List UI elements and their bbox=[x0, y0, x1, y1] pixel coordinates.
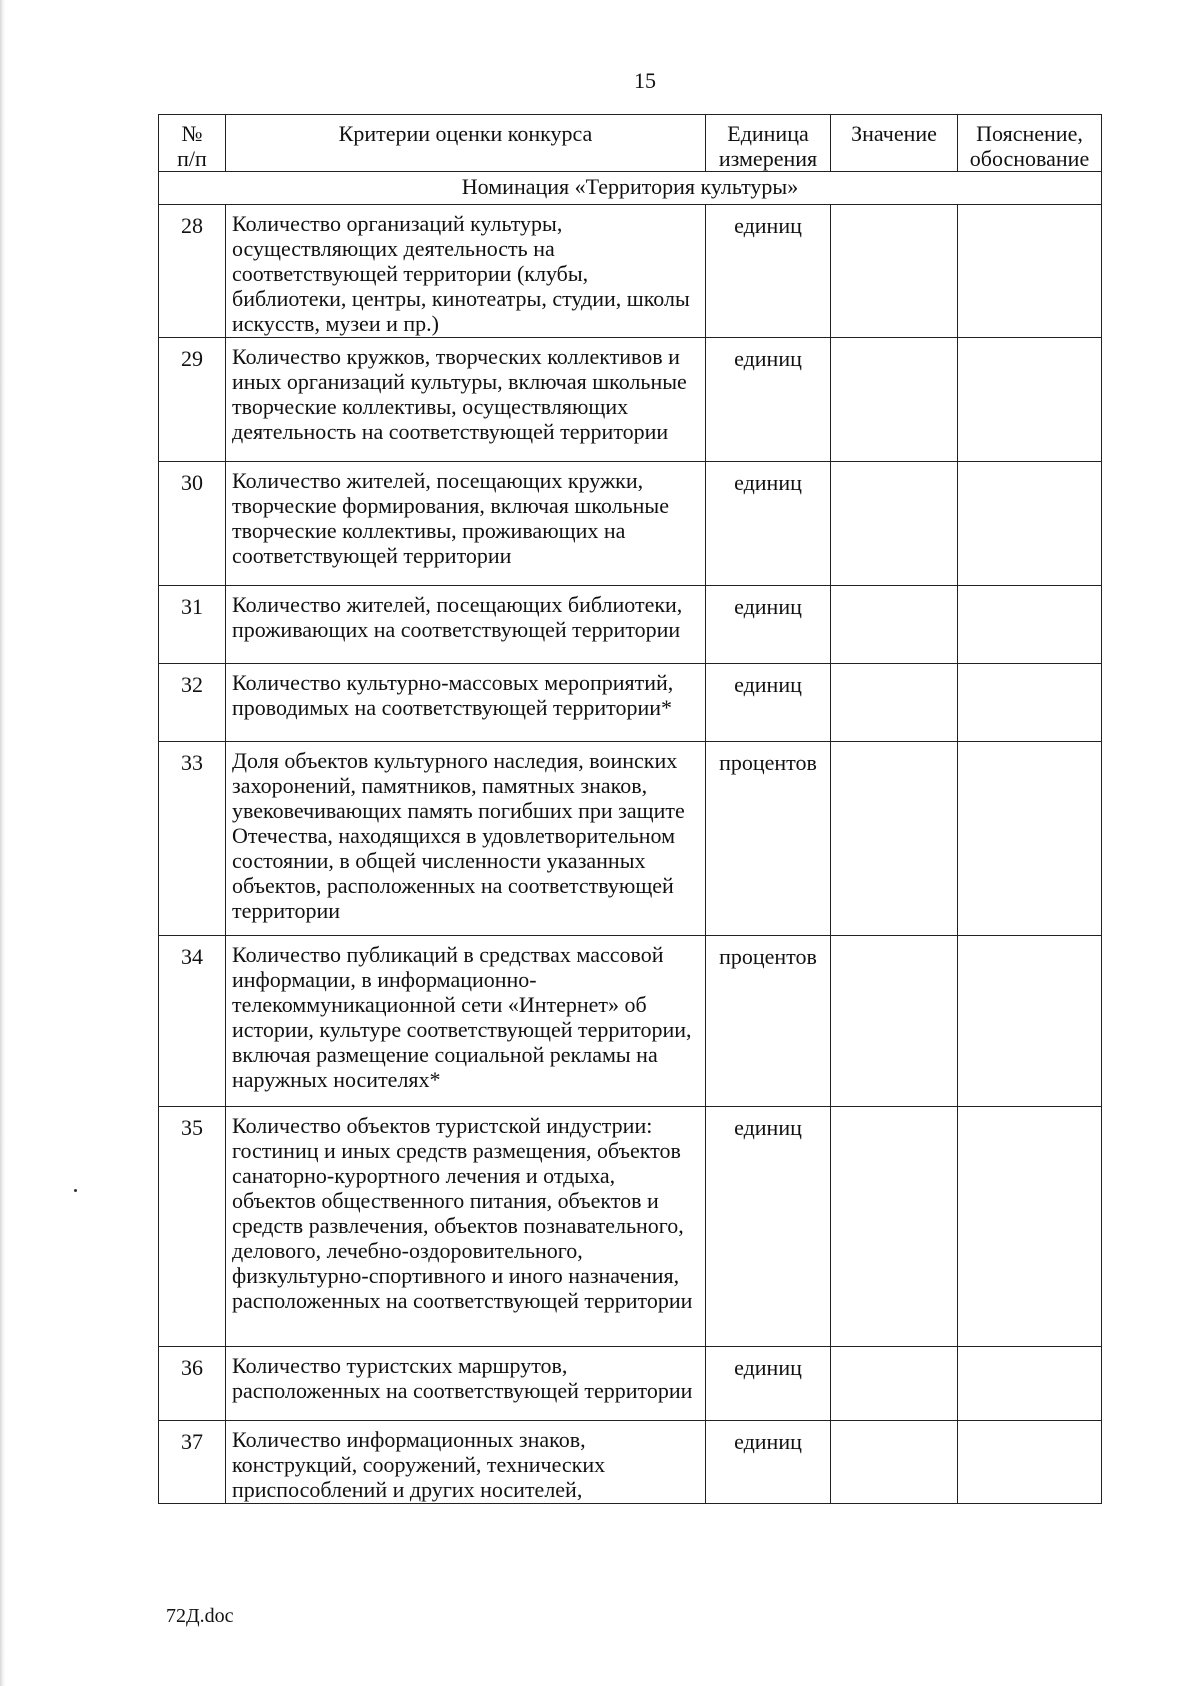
table-row bbox=[159, 462, 1102, 586]
row-explanation-cell bbox=[958, 205, 1102, 338]
row-criterion: Количество информационных знаков, конструкций, сооружений, технических приспособлений и других носителей, bbox=[226, 1421, 706, 1504]
row-criterion: Количество организаций культуры, осуществляющих деятельность на соответствующей территории (клубы, библиотеки, центры, кинотеатры, студии, школы искусств, музеи и пр.) bbox=[226, 205, 706, 338]
table-row bbox=[159, 742, 1102, 936]
row-unit: единиц bbox=[706, 1347, 831, 1421]
row-unit: единиц bbox=[706, 1107, 831, 1347]
row-explanation-cell bbox=[958, 1347, 1102, 1421]
scan-speck bbox=[74, 1189, 77, 1192]
row-criterion: Количество кружков, творческих коллективов и иных организаций культуры, включая школьные творческие коллективы, осуществляющих деятельность на соответствующей территории bbox=[226, 338, 706, 462]
row-value-cell bbox=[831, 338, 958, 462]
row-unit: единиц bbox=[706, 664, 831, 742]
row-unit: единиц bbox=[706, 338, 831, 462]
row-unit: процентов bbox=[706, 742, 831, 936]
table-row bbox=[159, 338, 1102, 462]
row-value-cell bbox=[831, 205, 958, 338]
header-explanation-line-2: обоснование bbox=[969, 146, 1090, 171]
row-value-cell bbox=[831, 1347, 958, 1421]
table-row bbox=[159, 1107, 1102, 1347]
row-number: 34 bbox=[159, 936, 226, 1107]
row-criterion: Количество туристских маршрутов, расположенных на соответствующей территории bbox=[226, 1347, 706, 1421]
nomination-row bbox=[159, 172, 1102, 205]
table-row bbox=[159, 664, 1102, 742]
row-explanation-cell bbox=[958, 1107, 1102, 1347]
header-unit bbox=[706, 115, 831, 172]
row-explanation-cell bbox=[958, 1421, 1102, 1504]
row-unit: единиц bbox=[706, 586, 831, 664]
header-number-line-2: п/п bbox=[177, 146, 207, 171]
row-value-cell bbox=[831, 462, 958, 586]
row-number: 33 bbox=[159, 742, 226, 936]
row-value-cell bbox=[831, 936, 958, 1107]
row-criterion: Количество объектов туристской индустрии: гостиниц и иных средств размещения, объектов санаторно-курортного лечения и отдыха, объектов общественного питания, объектов и средств развлечения, объектов познавательного, делового, лечебно-оздоровительного, физкультурно-спортивного и иного назначения, расположенных на соответствующей территории bbox=[226, 1107, 706, 1347]
row-value-cell bbox=[831, 586, 958, 664]
row-number: 36 bbox=[159, 1347, 226, 1421]
row-explanation-cell bbox=[958, 742, 1102, 936]
row-number: 37 bbox=[159, 1421, 226, 1504]
row-number: 30 bbox=[159, 462, 226, 586]
row-criterion: Количество жителей, посещающих кружки, творческие формирования, включая школьные творческие коллективы, проживающих на соответствующей территории bbox=[226, 462, 706, 586]
scan-edge bbox=[0, 0, 6, 1686]
row-criterion: Количество культурно-массовых мероприятий, проводимых на соответствующей территории* bbox=[226, 664, 706, 742]
row-value-cell bbox=[831, 1421, 958, 1504]
header-explanation-line-1: Пояснение, bbox=[976, 121, 1083, 146]
header-unit-line-1: Единица bbox=[727, 121, 809, 146]
header-number-line-1: № bbox=[181, 121, 203, 146]
header-criteria: Критерии оценки конкурса bbox=[226, 115, 706, 172]
row-number: 31 bbox=[159, 586, 226, 664]
row-number: 35 bbox=[159, 1107, 226, 1347]
row-value-cell bbox=[831, 742, 958, 936]
row-unit: процентов bbox=[706, 936, 831, 1107]
header-value: Значение bbox=[831, 115, 958, 172]
row-unit: единиц bbox=[706, 1421, 831, 1504]
row-explanation-cell bbox=[958, 338, 1102, 462]
table-row bbox=[159, 586, 1102, 664]
row-number: 32 bbox=[159, 664, 226, 742]
row-explanation-cell bbox=[958, 664, 1102, 742]
row-criterion: Количество жителей, посещающих библиотеки, проживающих на соответствующей территории bbox=[226, 586, 706, 664]
row-criterion: Доля объектов культурного наследия, воинских захоронений, памятников, памятных знаков, увековечивающих память погибших при защите Отечества, находящихся в удовлетворительном состоянии, в общей численности указанных объектов, расположенных на соответствующей территории bbox=[226, 742, 706, 936]
footer-filename: 72Д.doc bbox=[166, 1605, 234, 1627]
row-explanation-cell bbox=[958, 462, 1102, 586]
header-explanation bbox=[958, 115, 1102, 172]
row-explanation-cell bbox=[958, 586, 1102, 664]
table-row bbox=[159, 1421, 1102, 1504]
table-header-row bbox=[159, 115, 1102, 172]
criteria-table bbox=[158, 114, 1102, 1504]
row-criterion: Количество публикаций в средствах массовой информации, в информационно-телекоммуникационной сети «Интернет» об истории, культуре соответствующей территории, включая размещение социальной рекламы на наружных носителях* bbox=[226, 936, 706, 1107]
row-number: 28 bbox=[159, 205, 226, 338]
row-value-cell bbox=[831, 1107, 958, 1347]
row-unit: единиц bbox=[706, 205, 831, 338]
table-row bbox=[159, 205, 1102, 338]
header-number bbox=[159, 115, 226, 172]
nomination-title: Номинация «Территория культуры» bbox=[159, 172, 1102, 205]
row-value-cell bbox=[831, 664, 958, 742]
row-number: 29 bbox=[159, 338, 226, 462]
header-unit-line-2: измерения bbox=[718, 146, 818, 171]
page-number: 15 bbox=[634, 68, 656, 93]
table-row bbox=[159, 936, 1102, 1107]
row-explanation-cell bbox=[958, 936, 1102, 1107]
row-unit: единиц bbox=[706, 462, 831, 586]
table-row bbox=[159, 1347, 1102, 1421]
